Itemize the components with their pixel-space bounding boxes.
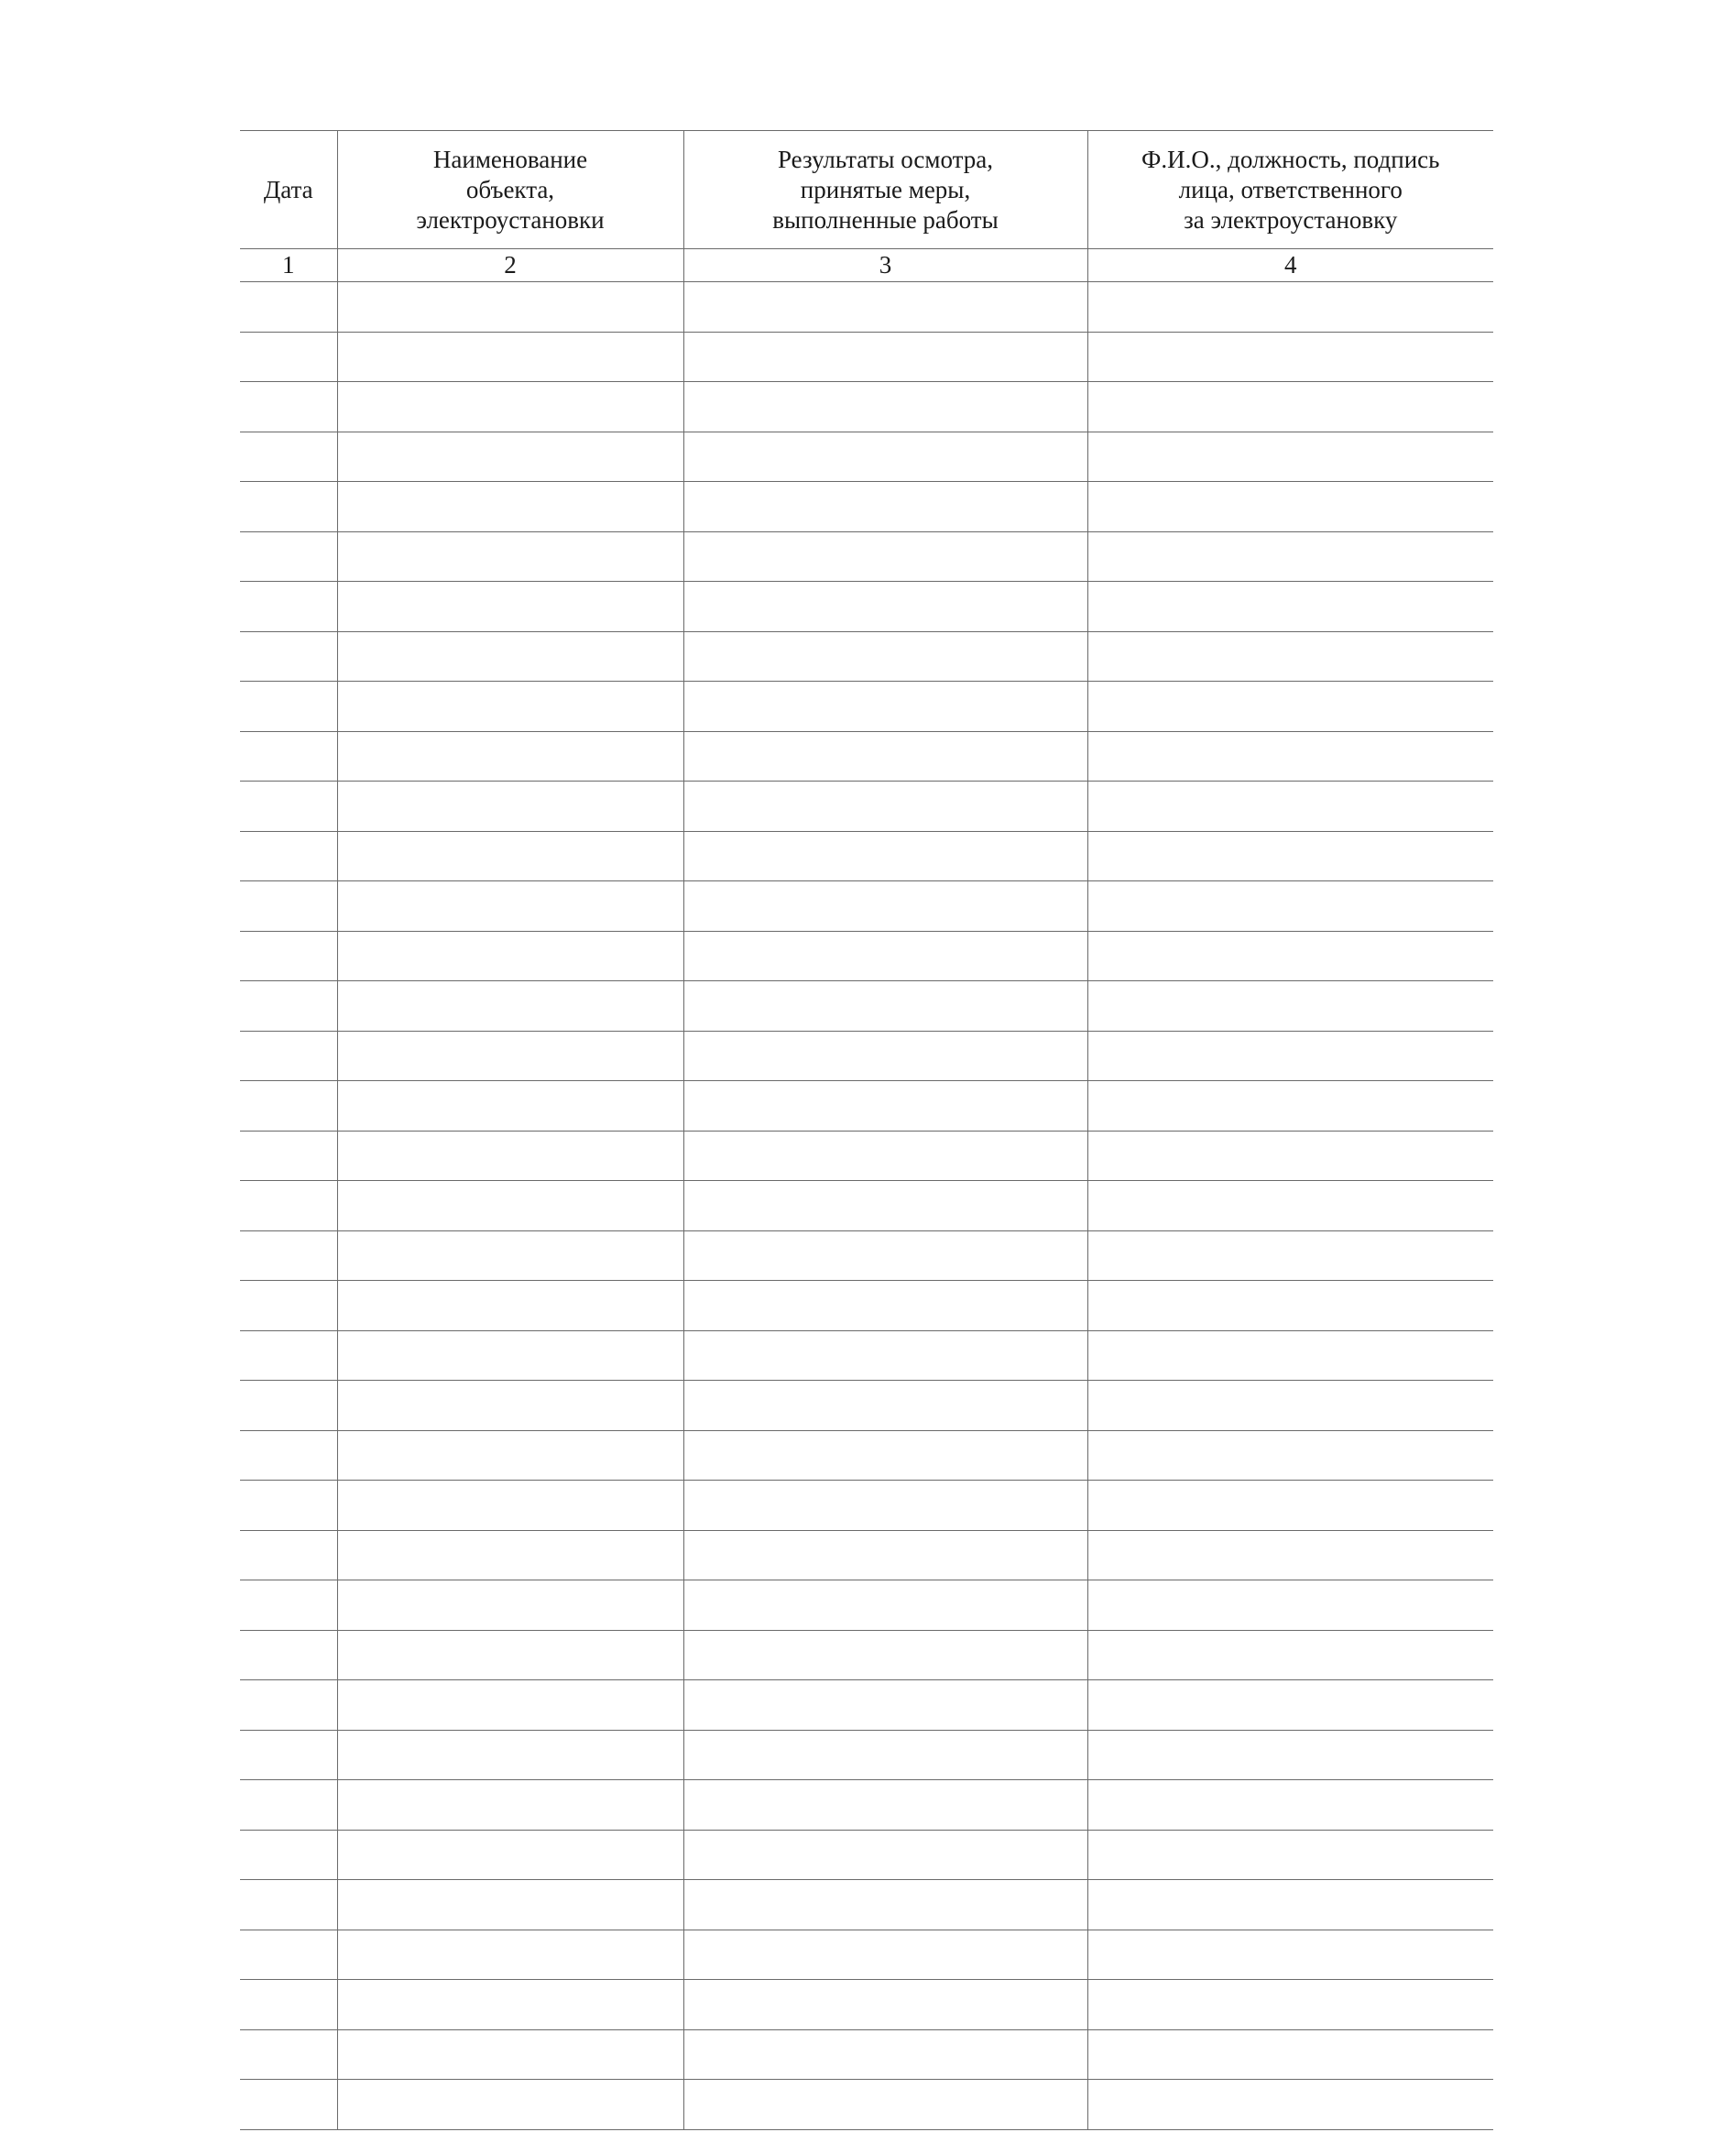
table-cell[interactable]: [1087, 731, 1493, 782]
table-row: [240, 981, 1493, 1032]
table-cell[interactable]: [1087, 1980, 1493, 2030]
table-cell[interactable]: [240, 1680, 337, 1731]
table-row: [240, 1980, 1493, 2030]
table-cell[interactable]: [683, 2029, 1087, 2080]
table-cell[interactable]: [1087, 881, 1493, 932]
table-row: [240, 931, 1493, 981]
table-cell[interactable]: [337, 2029, 683, 2080]
table-cell[interactable]: [1087, 1530, 1493, 1580]
table-cell[interactable]: [240, 1630, 337, 1680]
table-cell[interactable]: [240, 682, 337, 732]
table-row: [240, 1481, 1493, 1531]
table-row: [240, 1281, 1493, 1331]
table-cell[interactable]: [337, 1281, 683, 1331]
table-cell[interactable]: [683, 1630, 1087, 1680]
table-cell[interactable]: [337, 432, 683, 482]
table-cell[interactable]: [1087, 582, 1493, 632]
table-cell[interactable]: [683, 482, 1087, 532]
table-cell[interactable]: [337, 981, 683, 1032]
table-cell[interactable]: [1087, 531, 1493, 582]
table-row: [240, 1430, 1493, 1481]
table-row: [240, 482, 1493, 532]
table-cell[interactable]: [337, 881, 683, 932]
table-row: [240, 531, 1493, 582]
header-row: [240, 131, 1493, 249]
table-cell[interactable]: [1087, 482, 1493, 532]
table-cell[interactable]: [337, 1230, 683, 1281]
table-cell[interactable]: [240, 432, 337, 482]
header-line: лица, ответственного: [1178, 175, 1403, 203]
table-cell[interactable]: [1087, 2029, 1493, 2080]
table-row: [240, 1131, 1493, 1181]
table-cell[interactable]: [337, 2080, 683, 2130]
table-cell[interactable]: [1087, 1430, 1493, 1481]
table-cell[interactable]: [683, 1980, 1087, 2030]
table-cell[interactable]: [1087, 1880, 1493, 1930]
table-cell[interactable]: [1087, 332, 1493, 382]
table-row: [240, 332, 1493, 382]
table-cell[interactable]: [240, 1980, 337, 2030]
table-cell[interactable]: [337, 731, 683, 782]
table-cell[interactable]: [1087, 831, 1493, 881]
table-cell[interactable]: [683, 531, 1087, 582]
table-row: [240, 1830, 1493, 1880]
table-row: [240, 1530, 1493, 1580]
table-cell[interactable]: [337, 1031, 683, 1081]
table-cell[interactable]: [240, 531, 337, 582]
table-cell[interactable]: [683, 981, 1087, 1032]
table-cell[interactable]: [337, 682, 683, 732]
table-cell[interactable]: [337, 382, 683, 432]
table-cell[interactable]: [683, 432, 1087, 482]
table-cell[interactable]: [240, 582, 337, 632]
table-cell[interactable]: [1087, 1031, 1493, 1081]
table-cell[interactable]: [240, 2080, 337, 2130]
table-cell[interactable]: [1087, 682, 1493, 732]
table-row: [240, 1381, 1493, 1431]
table-row: [240, 2080, 1493, 2130]
table-cell[interactable]: [683, 382, 1087, 432]
table-cell[interactable]: [240, 1330, 337, 1381]
table-cell[interactable]: [337, 1680, 683, 1731]
column-number: 2: [337, 249, 683, 282]
table-cell[interactable]: [337, 1131, 683, 1181]
table-cell[interactable]: [1087, 1131, 1493, 1181]
table-row: [240, 1630, 1493, 1680]
table-cell[interactable]: [240, 1281, 337, 1331]
table-cell[interactable]: [683, 332, 1087, 382]
table-cell[interactable]: [1087, 1230, 1493, 1281]
table-cell[interactable]: [240, 881, 337, 932]
table-cell[interactable]: [240, 1430, 337, 1481]
inspection-log-table: [240, 130, 1493, 2130]
table-cell[interactable]: [1087, 1381, 1493, 1431]
table-cell[interactable]: [240, 1481, 337, 1531]
table-cell[interactable]: [337, 1930, 683, 1980]
table-cell[interactable]: [1087, 1181, 1493, 1231]
table-cell[interactable]: [337, 931, 683, 981]
table-row: [240, 731, 1493, 782]
table-cell[interactable]: [1087, 1630, 1493, 1680]
table-row: [240, 1330, 1493, 1381]
table-cell[interactable]: [240, 782, 337, 832]
table-cell[interactable]: [1087, 931, 1493, 981]
table-cell[interactable]: [240, 482, 337, 532]
table-cell[interactable]: [240, 731, 337, 782]
table-cell[interactable]: [683, 1381, 1087, 1431]
table-cell[interactable]: [240, 1131, 337, 1181]
table-cell[interactable]: [240, 1730, 337, 1780]
table-cell[interactable]: [337, 582, 683, 632]
table-cell[interactable]: [337, 782, 683, 832]
table-cell[interactable]: [683, 2080, 1087, 2130]
table-cell[interactable]: [683, 782, 1087, 832]
table-row: [240, 432, 1493, 482]
column-number: 4: [1087, 249, 1493, 282]
table-row: [240, 582, 1493, 632]
header-line: электроустановки: [416, 205, 605, 234]
table-cell[interactable]: [683, 1580, 1087, 1631]
table-cell[interactable]: [1087, 282, 1493, 333]
table-cell[interactable]: [1087, 1780, 1493, 1831]
table-cell[interactable]: [683, 1830, 1087, 1880]
table-cell[interactable]: [240, 1580, 337, 1631]
table-cell[interactable]: [337, 1830, 683, 1880]
table-cell[interactable]: [683, 1430, 1087, 1481]
table-cell[interactable]: [240, 1081, 337, 1132]
column-number-row: [240, 249, 1493, 282]
table-row: [240, 1081, 1493, 1132]
table-row: [240, 1580, 1493, 1631]
header-line: Ф.И.О., должность, подпись: [1141, 145, 1440, 173]
table-cell[interactable]: [683, 1081, 1087, 1132]
table-cell[interactable]: [683, 282, 1087, 333]
table-row: [240, 631, 1493, 682]
table-cell[interactable]: [683, 1230, 1087, 1281]
table-cell[interactable]: [1087, 1930, 1493, 1980]
table-cell[interactable]: [337, 1630, 683, 1680]
table-cell[interactable]: [240, 1930, 337, 1980]
table-cell[interactable]: [1087, 2080, 1493, 2130]
header-line: Результаты осмотра,: [778, 145, 993, 173]
table-cell[interactable]: [683, 1281, 1087, 1331]
table-row: [240, 782, 1493, 832]
table-cell[interactable]: [1087, 1580, 1493, 1631]
table-cell[interactable]: [1087, 1830, 1493, 1880]
table-cell[interactable]: [337, 332, 683, 382]
table-cell[interactable]: [683, 831, 1087, 881]
table-row: [240, 1230, 1493, 1281]
table-cell[interactable]: [683, 631, 1087, 682]
column-number: 3: [683, 249, 1087, 282]
table-row: [240, 1730, 1493, 1780]
header-line: выполненные работы: [772, 205, 999, 234]
table-cell[interactable]: [683, 1330, 1087, 1381]
table-cell[interactable]: [1087, 1481, 1493, 1531]
table-cell[interactable]: [240, 1530, 337, 1580]
table-row: [240, 831, 1493, 881]
header-date: [240, 131, 337, 249]
table-cell[interactable]: [240, 1181, 337, 1231]
table-cell[interactable]: [337, 531, 683, 582]
table-cell[interactable]: [683, 682, 1087, 732]
table-cell[interactable]: [240, 1830, 337, 1880]
table-row: [240, 282, 1493, 333]
table-cell[interactable]: [1087, 782, 1493, 832]
table-cell[interactable]: [683, 1730, 1087, 1780]
table-cell[interactable]: [337, 282, 683, 333]
table-row: [240, 1680, 1493, 1731]
table-cell[interactable]: [337, 1181, 683, 1231]
table-cell[interactable]: [337, 1880, 683, 1930]
table-cell[interactable]: [240, 1381, 337, 1431]
table-cell[interactable]: [337, 831, 683, 881]
table-cell[interactable]: [1087, 1281, 1493, 1331]
table-row: [240, 382, 1493, 432]
table-row: [240, 1780, 1493, 1831]
table-cell[interactable]: [240, 1780, 337, 1831]
table-cell[interactable]: [337, 1730, 683, 1780]
table-cell[interactable]: [337, 1481, 683, 1531]
table-cell[interactable]: [683, 1880, 1087, 1930]
table-row: [240, 1181, 1493, 1231]
table-cell[interactable]: [240, 1880, 337, 1930]
header-line: Наименование: [432, 145, 588, 173]
table-cell[interactable]: [240, 981, 337, 1032]
table-cell[interactable]: [683, 1181, 1087, 1231]
table-cell[interactable]: [683, 1481, 1087, 1531]
table-cell[interactable]: [683, 1131, 1087, 1181]
header-object-name: [337, 131, 683, 249]
table-cell[interactable]: [240, 332, 337, 382]
table-row: [240, 682, 1493, 732]
table-cell[interactable]: [337, 631, 683, 682]
table-cell[interactable]: [337, 1780, 683, 1831]
table-cell[interactable]: [1087, 1330, 1493, 1381]
table-cell[interactable]: [683, 731, 1087, 782]
header-line: Дата: [263, 175, 313, 203]
table-cell[interactable]: [337, 1381, 683, 1431]
table-cell[interactable]: [683, 931, 1087, 981]
table-cell[interactable]: [240, 831, 337, 881]
table-cell[interactable]: [1087, 382, 1493, 432]
table-cell[interactable]: [337, 1980, 683, 2030]
table-cell[interactable]: [1087, 981, 1493, 1032]
table-cell[interactable]: [1087, 1081, 1493, 1132]
table-cell[interactable]: [240, 931, 337, 981]
table-row: [240, 881, 1493, 932]
table-cell[interactable]: [240, 282, 337, 333]
header-line: принятые меры,: [800, 175, 971, 203]
journal-page: [240, 130, 1493, 2130]
header-inspection-results: [683, 131, 1087, 249]
table-row: [240, 1031, 1493, 1081]
table-cell[interactable]: [1087, 1680, 1493, 1731]
table-cell[interactable]: [337, 482, 683, 532]
table-cell[interactable]: [240, 2029, 337, 2080]
table-cell[interactable]: [683, 1930, 1087, 1980]
table-cell[interactable]: [240, 382, 337, 432]
log-body: [240, 282, 1493, 2130]
table-cell[interactable]: [337, 1081, 683, 1132]
table-row: [240, 1880, 1493, 1930]
header-responsible-person: [1087, 131, 1493, 249]
table-cell[interactable]: [1087, 631, 1493, 682]
header-line: объекта,: [465, 175, 555, 203]
table-cell[interactable]: [683, 1530, 1087, 1580]
table-cell[interactable]: [683, 1031, 1087, 1081]
column-number: 1: [240, 249, 337, 282]
table-cell[interactable]: [240, 631, 337, 682]
table-cell[interactable]: [337, 1580, 683, 1631]
table-cell[interactable]: [683, 881, 1087, 932]
table-cell[interactable]: [337, 1530, 683, 1580]
table-cell[interactable]: [683, 582, 1087, 632]
table-cell[interactable]: [240, 1031, 337, 1081]
table-cell[interactable]: [337, 1330, 683, 1381]
table-cell[interactable]: [683, 1780, 1087, 1831]
table-cell[interactable]: [240, 1230, 337, 1281]
table-cell[interactable]: [683, 1680, 1087, 1731]
table-cell[interactable]: [1087, 432, 1493, 482]
table-cell[interactable]: [1087, 1730, 1493, 1780]
table-cell[interactable]: [337, 1430, 683, 1481]
table-row: [240, 1930, 1493, 1980]
table-row: [240, 2029, 1493, 2080]
header-line: за электроустановку: [1184, 205, 1398, 234]
